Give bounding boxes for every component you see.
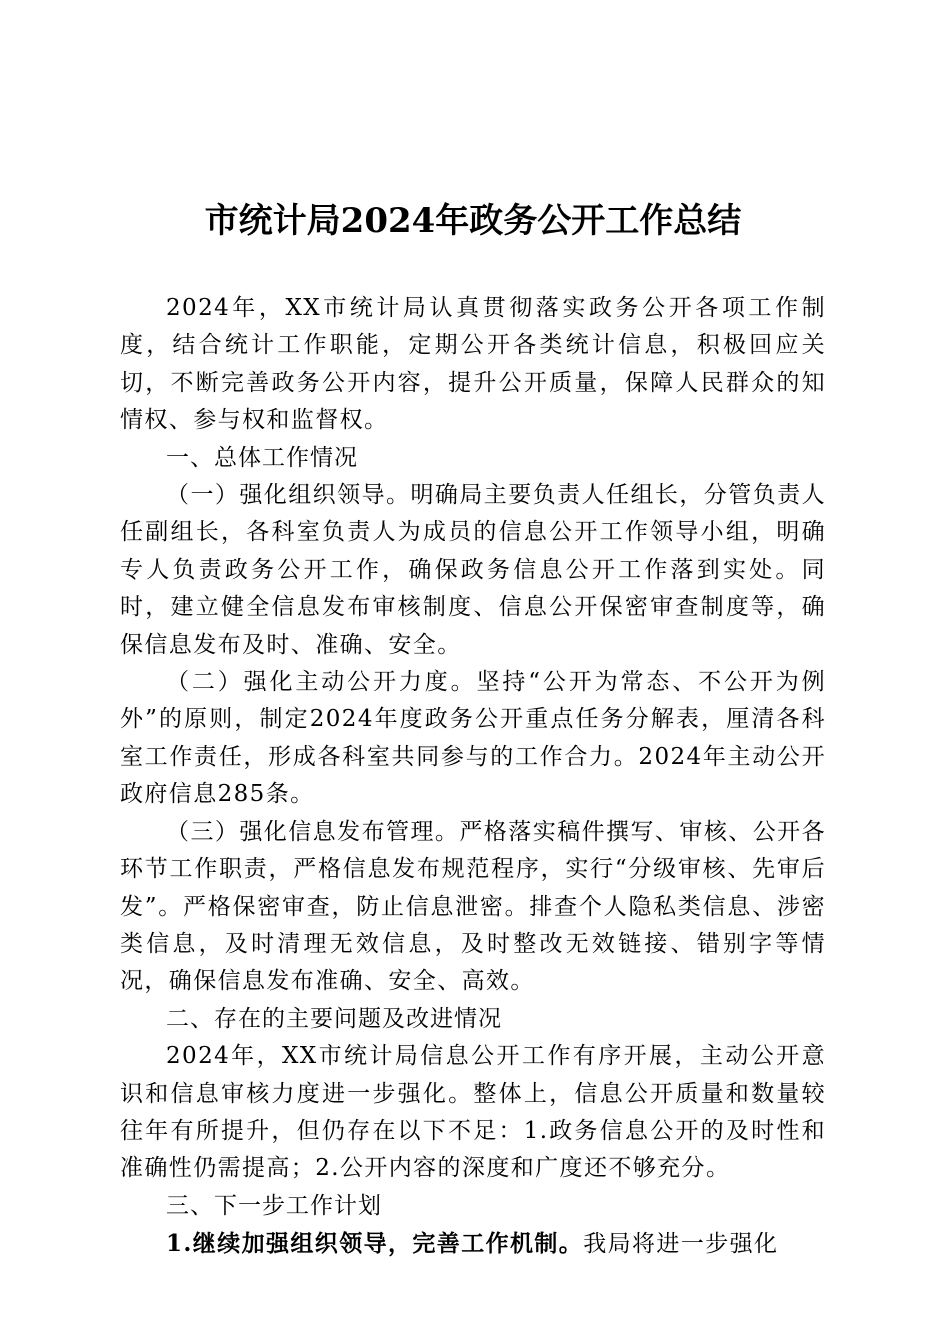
section1-item-3 [120,814,826,1001]
section1-item-2-body: 坚持“公开为常态、不公开为例外”的原则，制定2024年度政务公开重点任务分解表，厘清各科室工作责任，形成各科室共同参与的工作合力。2024年主动公开政府信息285条。 [120,669,826,808]
section-heading-3: 三、下一步工作计划 [166,1192,382,1219]
section1-item-2 [120,664,826,814]
section3-item-1 [120,1225,826,1263]
section1-item-1-body: 明确局主要负责人任组长，分管负责人任副组长，各科室负责人为成员的信息公开工作领导小组，明确专人负责政务公开工作，确保政务信息公开工作落到实处。同时，建立健全信息发布审核制度、信息公开保密审查制度等，确保信息发布及时、准确、安全。 [120,482,826,658]
section2-paragraph: 2024年，XX市统计局信息公开工作有序开展，主动公开意识和信息审核力度进一步强化。整体上，信息公开质量和数量较往年有所提升，但仍存在以下不足：1.政务信息公开的及时性和准确性仍需提高；2.公开内容的深度和广度还不够充分。 [120,1043,826,1182]
section1-item-3-body: 严格落实稿件撰写、审核、公开各环节工作职责，严格信息发布规范程序，实行“分级审核、先审后发”。严格保密审查，防止信息泄密。排查个人隐私类信息、涉密类信息，及时清理无效信息，及时整改无效链接、错别字等情况，确保信息发布准确、安全、高效。 [120,818,826,995]
section-heading-2: 二、存在的主要问题及改进情况 [166,1005,502,1032]
section3-item-1-lead: 1.继续加强组织领导，完善工作机制。 [166,1230,584,1258]
section1-item-1-lead: （一）强化组织领导。 [166,482,411,509]
section1-item-2-lead: （二）强化主动公开力度。 [166,669,477,696]
section3-item-1-body: 我局将进一步强化 [583,1231,779,1258]
section-heading-1: 一、总体工作情况 [166,444,358,471]
document-page [120,198,826,1264]
section1-item-3-lead: （三）强化信息发布管理。 [166,818,460,845]
intro-paragraph: 2024年，XX市统计局认真贯彻落实政务公开各项工作制度，结合统计工作职能，定期公开各类统计信息，积极回应关切，不断完善政务公开内容，提升公开质量，保障人民群众的知情权、参与权和监督权。 [120,295,826,434]
document-title: 市统计局2024年政务公开工作总结 [204,201,742,241]
section1-item-1 [120,477,826,664]
